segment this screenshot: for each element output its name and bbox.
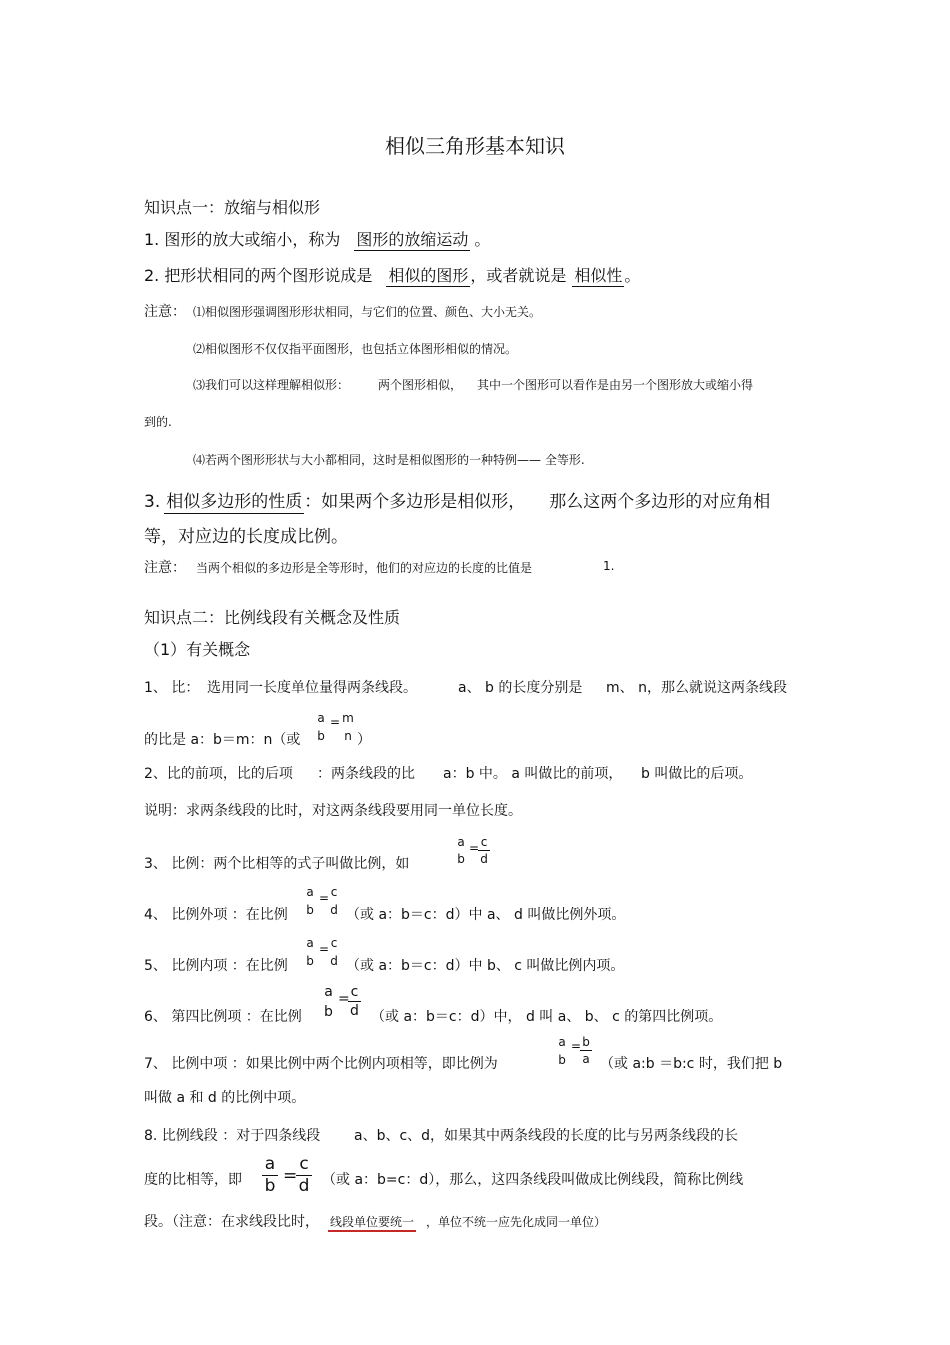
term-polygon-property: 相似多边形的性质 (166, 492, 303, 512)
concept-3: 3、 比例：两个比相等的式子叫做比例，如 (144, 856, 410, 872)
equals-sign: = (338, 991, 350, 1007)
section-heading-2: 知识点二：比例线段有关概念及性质 (144, 608, 401, 627)
concept-8-line3b: ，单位不统一应先化成同一单位） (426, 1215, 607, 1229)
concept-2-d: b 叫做比的后项。 (641, 766, 753, 782)
frac-den: d (330, 954, 338, 968)
equals-sign: = (330, 715, 341, 729)
item-2-text: 2. 把形状相同的两个图形说成是 (144, 266, 373, 285)
note2-text: 当两个相似的多边形是全等形时，他们的对应边的长度的比值是 (196, 561, 533, 575)
frac-den: d (330, 903, 338, 917)
note-3b: 两个图形相似， (378, 378, 463, 392)
item-1-text: 1. 图形的放大或缩小，称为 (144, 230, 341, 249)
item-3-text-b: 那么这两个多边形的对应角相 (549, 492, 771, 512)
concept-5-b: （或 a：b＝c：d）中 b、 c 叫做比例内项。 (346, 958, 625, 974)
concept-8-line2b: （或 a：b=c：d），那么，这四条线段叫做成比例线段，简称比例线 (322, 1172, 744, 1188)
concept-1-a: 1、 比： (144, 680, 200, 696)
concept-1-line2: 的比是 a：b＝m：n（或 (144, 732, 301, 748)
frac-den: b (324, 1004, 333, 1020)
concept-6-a: 6、 第四比例项 ：在比例 (144, 1009, 302, 1025)
fraction-a-b (304, 937, 316, 967)
close-paren: ） (357, 732, 371, 748)
concept-2-note: 说明：求两条线段的比时，对这两条线段要用同一单位长度。 (144, 803, 522, 819)
concept-6-b: （或 a：b＝c：d）中， d 叫 a、 b、 c 的第四比例项。 (371, 1009, 723, 1025)
note2-value: 1. (603, 559, 615, 573)
frac-den: b (306, 903, 314, 917)
concept-8-line3a: 段。（注意：在求线段比时， (144, 1214, 319, 1230)
frac-num: a (558, 1035, 566, 1049)
item-3-line2: 等，对应边的长度成比例。 (144, 527, 348, 547)
term-xiangsixing: 相似性 (574, 266, 623, 285)
fraction-a-b (315, 712, 327, 742)
concept-2-a: 2、比的前项，比的后项 (144, 766, 293, 782)
frac-den: b (306, 954, 314, 968)
highlight-unit-uniform (328, 1213, 416, 1230)
frac-den: n (344, 729, 352, 743)
item-2 (144, 263, 640, 286)
item-1-end: 。 (474, 230, 491, 249)
frac-num: c (330, 885, 338, 899)
fraction-a-b (304, 886, 316, 916)
fraction-c-d (328, 937, 340, 967)
concept-8-a: 8. 比例线段 ：对于四条线段 (144, 1128, 321, 1144)
concept-2-b: ：两条线段的比 (317, 766, 415, 782)
note-1: ⑴相似图形强调图形形状相同，与它们的位置、颜色、大小无关。 (193, 305, 542, 319)
item-2-mid: ，或者就说是 (470, 266, 567, 285)
note-2: ⑵相似图形不仅仅指平面图形，也包括立体图形相似的情况。 (193, 342, 518, 356)
frac-den: d (298, 1176, 310, 1196)
frac-num: a (306, 936, 314, 950)
frac-num: a (317, 711, 325, 725)
frac-num: a (264, 1154, 276, 1174)
frac-num: b (582, 1035, 590, 1049)
item-1 (144, 227, 490, 250)
frac-den: b (558, 1053, 566, 1067)
frac-num: c (299, 1154, 309, 1174)
frac-den: b (264, 1176, 276, 1196)
note2-label: 注意： (144, 560, 186, 576)
item-2-end: 。 (624, 266, 641, 285)
equals-sign: = (571, 1039, 582, 1053)
frac-den: d (350, 1003, 359, 1019)
section-heading-1: 知识点一：放缩与相似形 (144, 198, 321, 217)
fraction-c-d (478, 836, 490, 865)
concept-8-b: a、b、c、d，如果其中两条线段的长度的比与另两条线段的长 (354, 1128, 739, 1144)
concept-7-a: 7、 比例中项 ：如果比例中两个比例内项相等，即比例为 (144, 1056, 498, 1072)
concept-8-line2a: 度的比相等，即 (144, 1172, 242, 1188)
item-3 (144, 487, 770, 512)
frac-num: a (324, 984, 333, 1000)
fraction-c-d (328, 886, 340, 916)
frac-den: b (457, 852, 465, 866)
equals-sign: = (319, 891, 330, 905)
note-3d: 到的. (144, 415, 172, 429)
concept-4-a: 4、 比例外项 ：在比例 (144, 907, 288, 923)
frac-den: a (582, 1052, 590, 1066)
frac-den: d (480, 852, 488, 866)
frac-num: a (306, 885, 314, 899)
item-3-text-a: ：如果两个多边形是相似形， (304, 492, 526, 512)
concept-7-line2: 叫做 a 和 d 的比例中项。 (144, 1090, 306, 1106)
fraction-m-n (341, 712, 355, 742)
note-3c: 其中一个图形可以看作是由另一个图形放大或缩小得 (477, 378, 754, 392)
subheading-concepts: （1）有关概念 (144, 640, 251, 659)
frac-num: c (330, 936, 338, 950)
concept-5-a: 5、 比例内项 ：在比例 (144, 958, 288, 974)
page-title: 相似三角形基本知识 (385, 134, 565, 158)
fraction-a-b (322, 985, 335, 1019)
note-4: ⑷若两个图形形状与大小都相同，这时是相似图形的一种特例—— 全等形. (193, 453, 585, 467)
equals-sign: = (469, 841, 480, 855)
fraction-c-d (348, 985, 361, 1018)
concept-1-c: a、 b 的长度分别是 (458, 680, 583, 696)
concept-4-b: （或 a：b＝c：d）中 a、 d 叫做比例外项。 (346, 907, 626, 923)
fraction-b-a (580, 1036, 592, 1065)
concept-1-b: 选用同一长度单位量得两条线段。 (207, 680, 417, 696)
fraction-c-d-large (296, 1156, 312, 1195)
red-underline-text: 线段单位要统一 (328, 1215, 416, 1232)
term-xiangsi-tuxing: 相似的图形 (388, 266, 469, 285)
concept-2-c: a：b 中。 a 叫做比的前项， (443, 766, 623, 782)
frac-num: c (480, 835, 488, 849)
frac-den: b (317, 729, 325, 743)
concept-7-b: （或 a:b ＝b:c 时，我们把 b (600, 1056, 783, 1072)
frac-num: m (342, 711, 354, 725)
frac-num: c (350, 984, 359, 1000)
equals-sign: = (283, 1166, 298, 1186)
note-label: 注意： (144, 304, 186, 320)
concept-1-d: m、 n，那么就说这两条线段 (606, 680, 787, 696)
item-3-num: 3. (144, 492, 161, 512)
term-fangsuo: 图形的放缩运动 (356, 230, 469, 249)
fraction-a-b (556, 1036, 568, 1066)
frac-num: a (457, 835, 465, 849)
equals-sign: = (319, 942, 330, 956)
fraction-a-b (455, 836, 467, 865)
note-3a: ⑶我们可以这样理解相似形： (193, 378, 350, 392)
fraction-a-b-large (262, 1156, 278, 1195)
